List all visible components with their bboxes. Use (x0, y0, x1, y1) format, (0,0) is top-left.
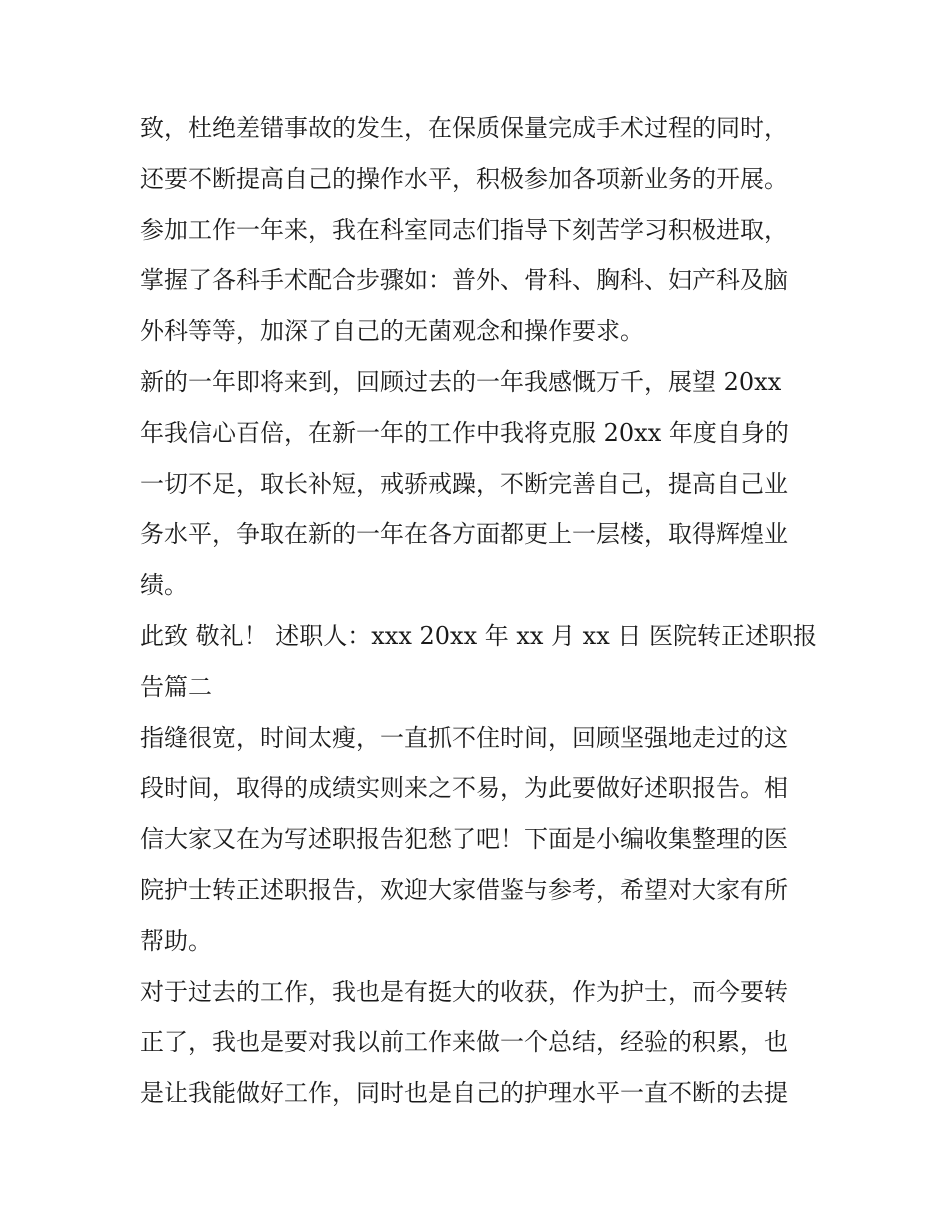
text-line: 绩。 (140, 571, 188, 600)
text-line: 是让我能做好工作，同时也是自己的护理水平一直不断的去提 (140, 1079, 788, 1108)
text-line: 掌握了各科手术配合步骤如：普外、骨科、胸科、妇产科及脑 (140, 266, 788, 295)
text-line: 此致 敬礼！ 述职人：xxx 20xx 年 xx 月 xx 日 医院转正述职报 (140, 621, 818, 650)
text-line: 外科等等，加深了自己的无菌观念和操作要求。 (140, 317, 644, 346)
text-line: 新的一年即将来到，回顾过去的一年我感慨万千，展望 20xx (140, 367, 782, 396)
document-body (140, 103, 820, 1119)
text-line: 参加工作一年来，我在科室同志们指导下刻苦学习积极进取， (140, 215, 788, 244)
text-line: 一切不足，取长补短，戒骄戒躁，不断完善自己，提高自己业 (140, 469, 788, 498)
text-line: 信大家又在为写述职报告犯愁了吧！下面是小编收集整理的医 (140, 825, 788, 854)
section-heading: 告篇二 (140, 672, 212, 701)
text-line: 年我信心百倍，在新一年的工作中我将克服 20xx 年度自身的 (140, 418, 789, 447)
text-line: 还要不断提高自己的操作水平，积极参加各项新业务的开展。 (140, 164, 788, 193)
text-line: 务水平，争取在新的一年在各方面都更上一层楼，取得辉煌业 (140, 520, 788, 549)
text-line: 段时间，取得的成绩实则来之不易，为此要做好述职报告。相 (140, 774, 788, 803)
text-line: 对于过去的工作，我也是有挺大的收获，作为护士，而今要转 (140, 977, 788, 1006)
text-line: 致，杜绝差错事故的发生，在保质保量完成手术过程的同时， (140, 114, 788, 142)
text-line: 指缝很宽，时间太瘦，一直抓不住时间，回顾坚强地走过的这 (140, 723, 788, 752)
text-line: 院护士转正述职报告，欢迎大家借鉴与参考，希望对大家有所 (140, 875, 788, 904)
text-line: 正了，我也是要对我以前工作来做一个总结，经验的积累，也 (140, 1028, 788, 1057)
text-line: 帮助。 (140, 926, 212, 955)
